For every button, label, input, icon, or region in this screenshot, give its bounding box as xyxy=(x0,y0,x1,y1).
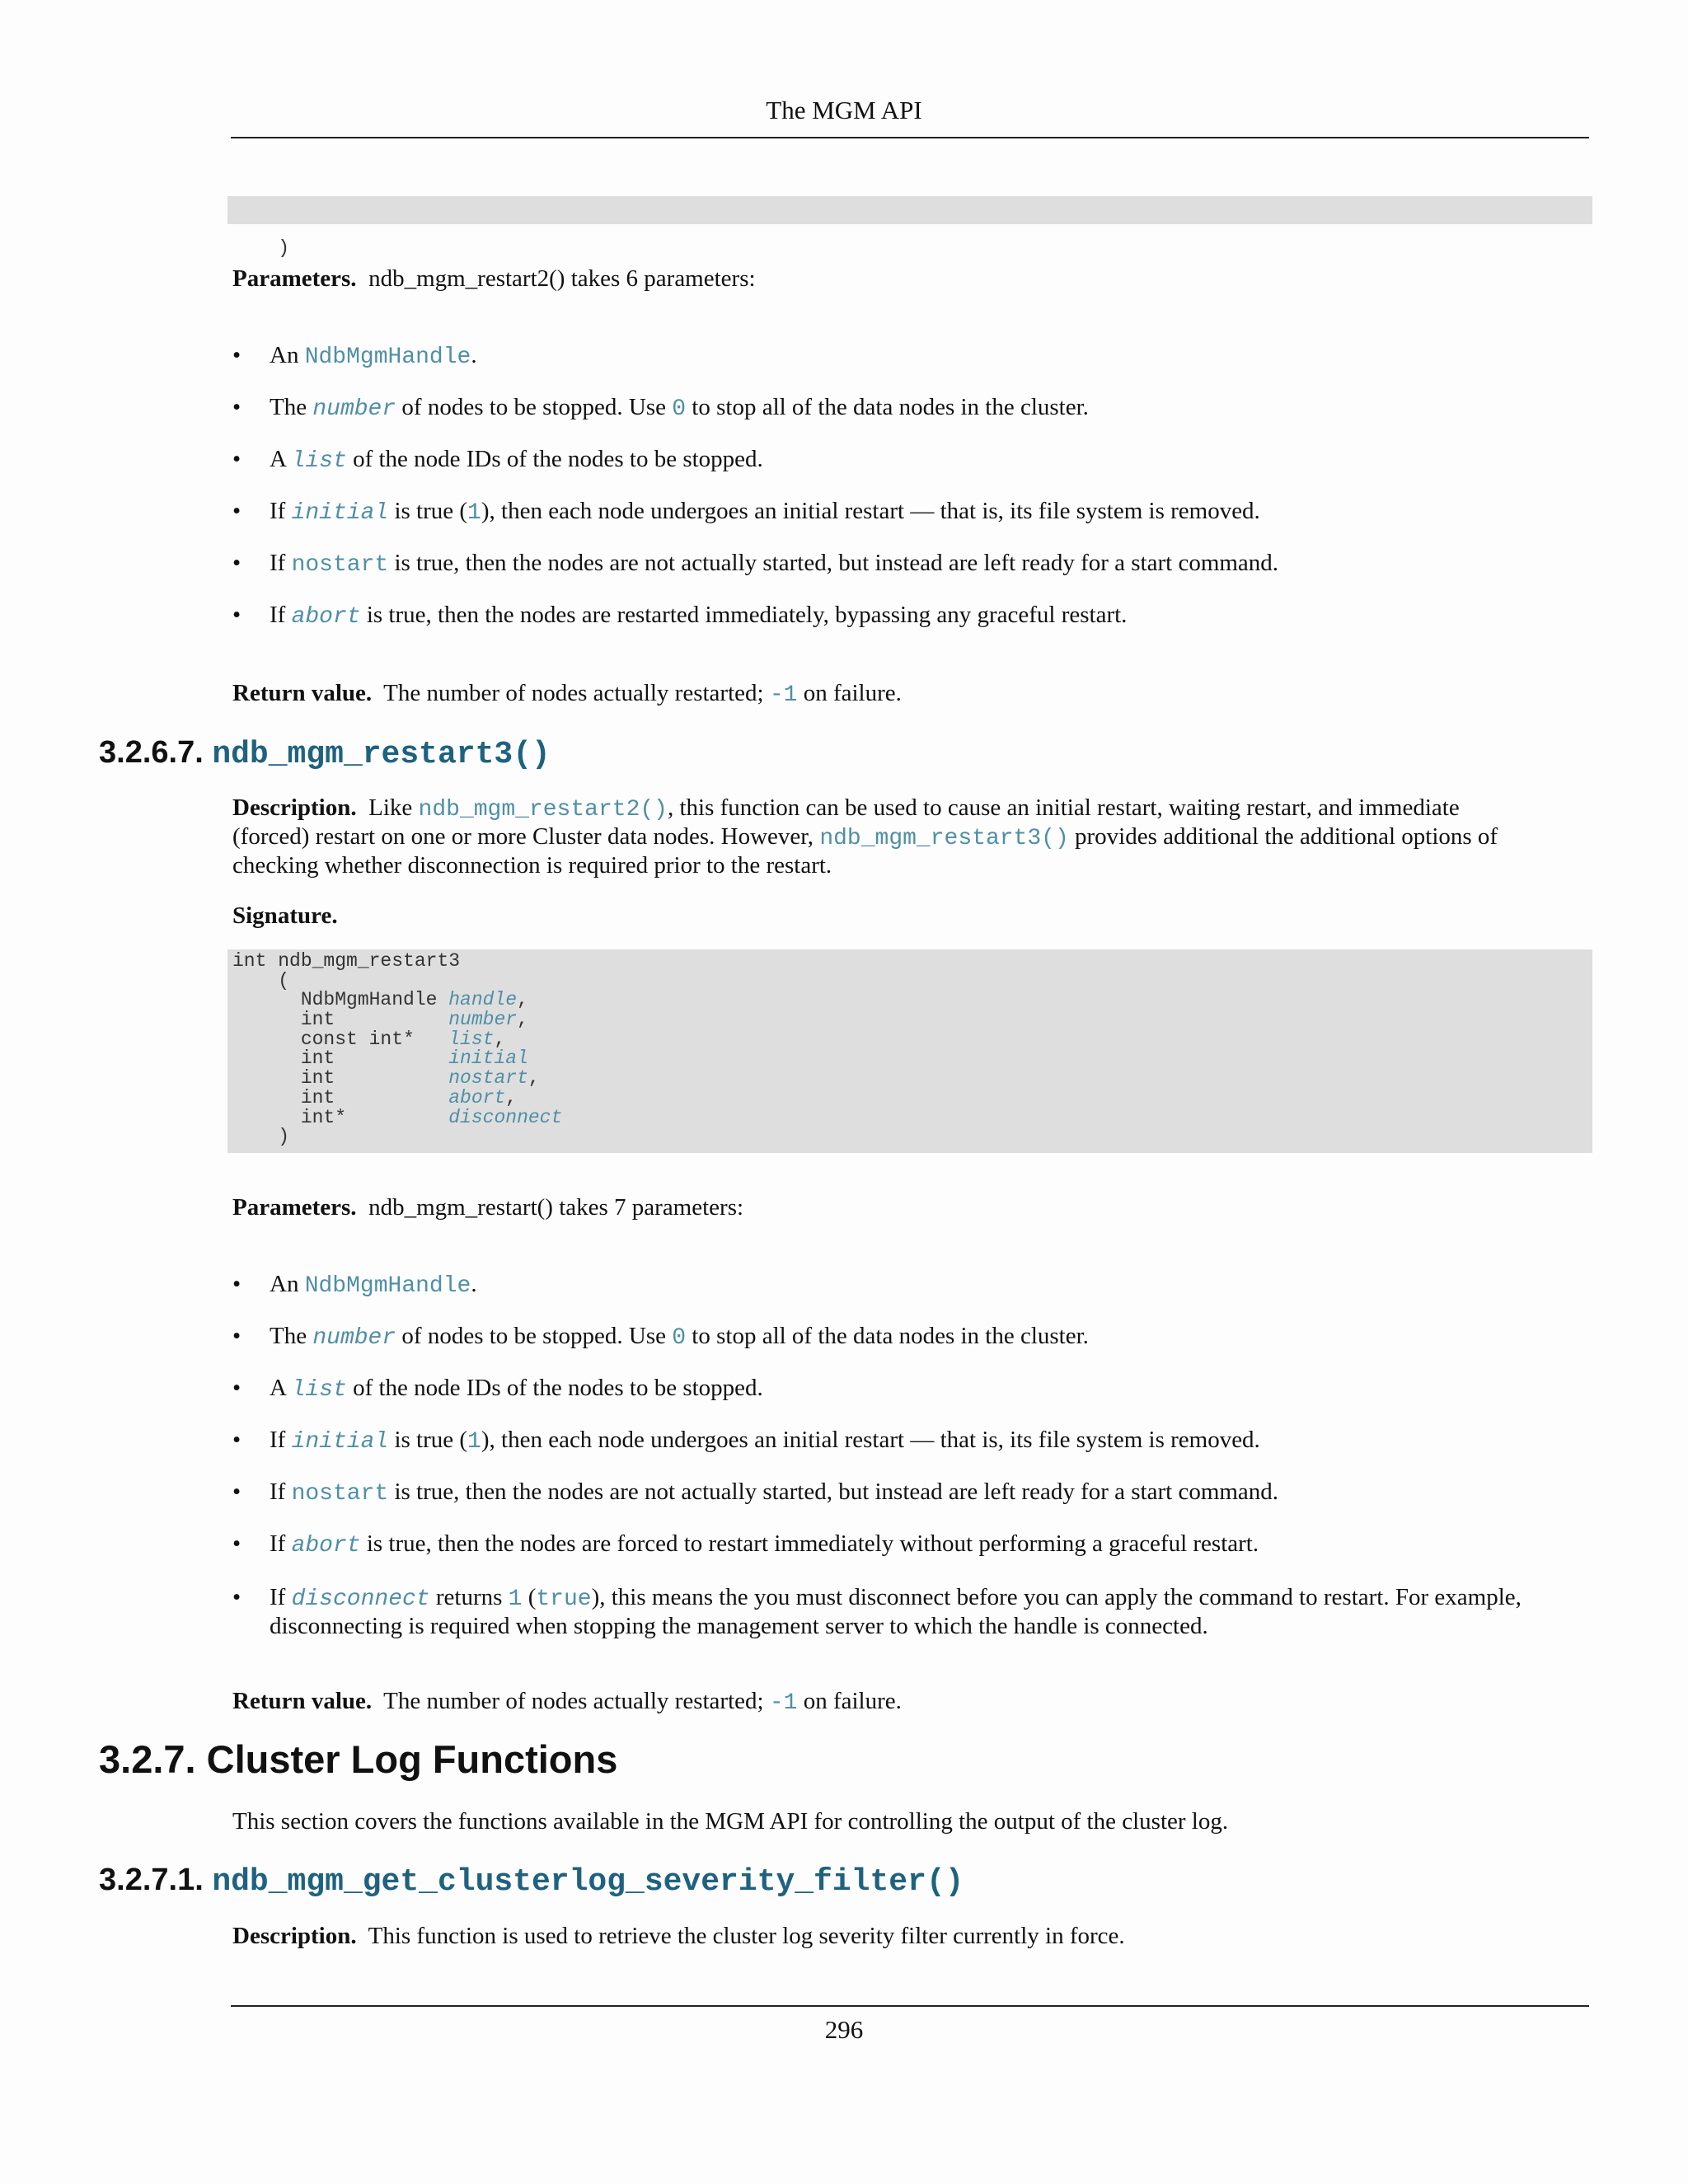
return-value-label: Return value. xyxy=(232,1688,373,1714)
bullet-text-post: ), then each node undergoes an initial restart — that is, its file system is removed. xyxy=(481,1427,1260,1453)
bullet-text-pre: If xyxy=(270,550,292,576)
param-nostart[interactable]: nostart xyxy=(291,552,389,578)
bullet-text-mid: ( xyxy=(522,1584,537,1610)
code-type: NdbMgmHandle xyxy=(232,989,449,1011)
section-title-link[interactable]: ndb_mgm_get_clusterlog_severity_filter() xyxy=(212,1864,964,1900)
bullet-text xyxy=(270,1375,1584,1404)
section-heading-3267 xyxy=(99,734,551,773)
bullet-text-pre: The xyxy=(270,394,313,420)
section-intro-paragraph: This section covers the functions available in the MGM API for controlling the output of the cluster log. xyxy=(232,1808,1229,1835)
code-punct: , xyxy=(505,1086,518,1108)
bullet-text-line2: disconnecting is required when stopping the management server to which the handle is connected. xyxy=(270,1613,1208,1639)
desc-text: , this function can be used to cause an initial restart, waiting restart, and immediate xyxy=(667,794,1460,821)
section-number: 3.2.7.1. xyxy=(99,1863,204,1897)
return-value-paragraph xyxy=(232,680,1584,709)
return-code: -1 xyxy=(769,682,798,708)
bullet-dot: • xyxy=(232,1427,241,1453)
code-type: int xyxy=(232,1009,449,1031)
restart3-link[interactable]: ndb_mgm_restart3() xyxy=(819,826,1069,851)
return-value-text-end: on failure. xyxy=(797,1688,902,1714)
param-initial: initial xyxy=(291,500,389,526)
bullet-text-post: is true, then the nodes are not actually started, but instead are left ready for a start command. xyxy=(388,550,1279,576)
code-value: 1 xyxy=(467,500,481,526)
bullet-text-pre: A xyxy=(270,446,292,472)
desc-text: Like xyxy=(368,794,419,821)
desc-line-3: checking whether disconnection is required prior to the restart. xyxy=(232,852,832,879)
bullet-text-mid: is true ( xyxy=(388,498,468,524)
return-value-text: The number of nodes actually restarted; xyxy=(383,680,770,706)
bullet-text-pre: If xyxy=(270,1427,292,1453)
bullet-text-post: is true, then the nodes are not actually started, but instead are left ready for a start command. xyxy=(388,1479,1279,1505)
code-punct: , xyxy=(517,989,528,1011)
section-number: 3.2.7. xyxy=(99,1737,196,1781)
bullet-text-post: is true, then the nodes are forced to restart immediately without performing a graceful restart. xyxy=(360,1530,1259,1557)
restart2-link[interactable]: ndb_mgm_restart2() xyxy=(418,797,668,823)
bullet-item xyxy=(232,394,1584,424)
code-punct: , xyxy=(494,1028,506,1050)
bullet-dot: • xyxy=(232,1530,241,1557)
bullet-item xyxy=(232,1323,1584,1352)
bullet-dot: • xyxy=(232,1323,241,1349)
running-header: The MGM API xyxy=(766,96,922,124)
desc-text: (forced) restart on one or more Cluster data nodes. However, xyxy=(232,823,820,850)
code-block-continuation xyxy=(227,196,1592,260)
param-list: list xyxy=(291,448,347,474)
code-param-handle: handle xyxy=(448,989,518,1011)
bullet-text xyxy=(270,1530,1584,1559)
signature-paragraph xyxy=(232,902,1584,930)
bullet-item xyxy=(232,1427,1584,1456)
bullet-text-post: of the node IDs of the nodes to be stopped. xyxy=(346,1375,763,1401)
page-number: 296 xyxy=(824,2015,864,2044)
header-rule xyxy=(231,137,1589,138)
code-param-disconnect: disconnect xyxy=(448,1106,563,1128)
bullet-text-pre: An xyxy=(270,342,305,368)
bullet-text-post: to stop all of the data nodes in the cluster. xyxy=(686,394,1089,420)
bullet-text-pre: If xyxy=(270,1479,292,1505)
bullet-text xyxy=(270,1479,1584,1507)
param-nostart[interactable]: nostart xyxy=(291,1481,389,1507)
bullet-item xyxy=(232,602,1584,631)
section-heading-327 xyxy=(99,1737,617,1782)
bullet-text xyxy=(270,602,1584,630)
parameters-label: Parameters. xyxy=(232,265,357,292)
bullet-item xyxy=(232,498,1584,527)
code-text: int ndb_mgm_restart3 xyxy=(232,950,461,972)
param-disconnect: disconnect xyxy=(291,1586,430,1612)
code-param-initial: initial xyxy=(448,1047,528,1070)
section-title-link[interactable]: ndb_mgm_restart3() xyxy=(212,737,551,772)
bullet-text xyxy=(270,1323,1584,1352)
bullet-text-mid: is true ( xyxy=(388,1427,468,1453)
param-ndbmgmhandle[interactable]: NdbMgmHandle xyxy=(304,1273,471,1299)
description-label: Description. xyxy=(232,794,357,821)
bullet-text-mid: of nodes to be stopped. Use xyxy=(396,1323,673,1349)
parameters-text: ndb_mgm_restart() takes 7 parameters: xyxy=(368,1194,744,1221)
code-param-nostart: nostart xyxy=(448,1067,528,1090)
bullet-dot: • xyxy=(232,446,241,472)
code-type: int xyxy=(232,1047,449,1070)
bullet-text-pre: A xyxy=(270,1375,292,1401)
parameters-label: Parameters. xyxy=(232,1194,357,1221)
bullet-text-mid: returns xyxy=(429,1584,509,1610)
param-list: list xyxy=(291,1377,347,1403)
bullet-item xyxy=(232,1375,1584,1404)
param-ndbmgmhandle[interactable]: NdbMgmHandle xyxy=(304,344,471,370)
bullet-item xyxy=(232,1530,1584,1560)
description-paragraph xyxy=(232,794,1584,879)
bullet-dot: • xyxy=(232,602,241,628)
bullet-item xyxy=(232,446,1584,476)
footer-rule xyxy=(231,2005,1589,2007)
bullet-dot: • xyxy=(232,550,241,576)
bullet-text-post: of the node IDs of the nodes to be stopped. xyxy=(346,446,763,472)
code-1: 1 xyxy=(508,1586,523,1612)
code-param-abort: abort xyxy=(448,1086,506,1108)
return-value-text: The number of nodes actually restarted; xyxy=(383,1688,770,1714)
code-line: ) xyxy=(232,237,290,260)
code-value: 1 xyxy=(467,1429,481,1455)
code-line xyxy=(232,1127,1587,1147)
parameters-paragraph xyxy=(232,265,1584,293)
desc-line-2 xyxy=(232,823,1584,852)
return-value-label: Return value. xyxy=(232,680,373,706)
param-number: number xyxy=(312,1325,396,1351)
bullet-text xyxy=(270,1271,1584,1300)
bullet-text-pre: The xyxy=(270,1323,313,1349)
description-paragraph-2 xyxy=(232,1923,1584,1950)
param-number: number xyxy=(312,396,396,422)
return-code: -1 xyxy=(769,1690,798,1716)
bullet-dot: • xyxy=(232,1375,241,1401)
bullet-text-pre: If xyxy=(270,602,292,628)
bullet-item xyxy=(232,1271,1584,1301)
bullet-text-post: ), then each node undergoes an initial restart — that is, its file system is removed. xyxy=(481,498,1260,524)
bullet-text-pre: An xyxy=(270,1271,305,1297)
code-line xyxy=(232,1069,1587,1089)
bullet-dot: • xyxy=(232,498,241,524)
bullet-text-post: . xyxy=(471,1271,477,1297)
code-punct: , xyxy=(517,1009,528,1031)
bullet-text-mid: of nodes to be stopped. Use xyxy=(396,394,673,420)
bullet-text-pre: If xyxy=(270,1530,292,1557)
section-title: Cluster Log Functions xyxy=(206,1737,618,1781)
code-line xyxy=(232,1086,1587,1108)
description-label: Description. xyxy=(232,1923,357,1949)
bullet-text-pre: If xyxy=(270,498,292,524)
bullet-text-post: . xyxy=(471,342,477,368)
code-line xyxy=(232,1030,1587,1050)
code-true: true xyxy=(536,1586,592,1612)
return-value-text-end: on failure. xyxy=(797,680,902,706)
parameters-paragraph-2 xyxy=(232,1194,1584,1221)
code-line xyxy=(232,969,1587,991)
code-value: 0 xyxy=(672,396,687,422)
desc-text: provides additional the additional options of xyxy=(1068,823,1498,850)
description-text: This function is used to retrieve the cluster log severity filter currently in force. xyxy=(368,1923,1125,1949)
section-heading-3271 xyxy=(99,1862,964,1900)
bullet-item-disconnect xyxy=(232,1584,1584,1642)
desc-line-1 xyxy=(232,794,1584,823)
code-text: ( xyxy=(232,969,290,991)
code-line xyxy=(232,991,1587,1010)
bullet-item xyxy=(232,342,1584,372)
signature-label: Signature. xyxy=(232,902,338,929)
bullet-text-post: is true, then the nodes are restarted immediately, bypassing any graceful restart. xyxy=(360,602,1128,628)
bullet-dot: • xyxy=(232,1584,241,1610)
code-type: int xyxy=(232,1086,449,1108)
return-value-paragraph-2 xyxy=(232,1688,1584,1717)
code-type: int* xyxy=(232,1106,449,1128)
code-line xyxy=(232,1108,1587,1128)
code-param-number: number xyxy=(448,1009,518,1031)
code-param-list: list xyxy=(448,1028,495,1050)
bullet-dot: • xyxy=(232,342,241,368)
code-line xyxy=(232,1010,1587,1030)
bullet-text xyxy=(270,394,1584,423)
code-punct: , xyxy=(528,1067,540,1090)
section-number: 3.2.6.7. xyxy=(99,735,204,770)
code-line xyxy=(232,952,1587,972)
parameters-text: ndb_mgm_restart2() takes 6 parameters: xyxy=(368,265,756,292)
param-initial: initial xyxy=(291,1429,389,1455)
bullet-dot: • xyxy=(232,1479,241,1505)
bullet-dot: • xyxy=(232,394,241,420)
bullet-dot: • xyxy=(232,1271,241,1297)
bullet-text-pre: If xyxy=(270,1584,292,1610)
code-type: const int* xyxy=(232,1028,449,1050)
signature-code-block xyxy=(227,949,1592,1153)
bullet-text-post: to stop all of the data nodes in the cluster. xyxy=(686,1323,1089,1349)
bullet-text xyxy=(270,498,1584,527)
bullet-text xyxy=(270,342,1584,371)
bullet-text-post: ), this means the you must disconnect before you can apply the command to restart. For example, xyxy=(591,1584,1522,1610)
bullet-item xyxy=(232,550,1584,579)
bullet-text xyxy=(270,550,1584,579)
code-value: 0 xyxy=(672,1325,687,1351)
code-text: ) xyxy=(232,1126,290,1148)
bullet-text xyxy=(270,1584,1584,1640)
code-line xyxy=(232,1049,1587,1069)
param-abort: abort xyxy=(291,1533,361,1558)
bullet-item xyxy=(232,1479,1584,1508)
param-abort: abort xyxy=(291,604,361,630)
code-type: int xyxy=(232,1067,449,1090)
bullet-text xyxy=(270,446,1584,475)
bullet-text xyxy=(270,1427,1584,1455)
